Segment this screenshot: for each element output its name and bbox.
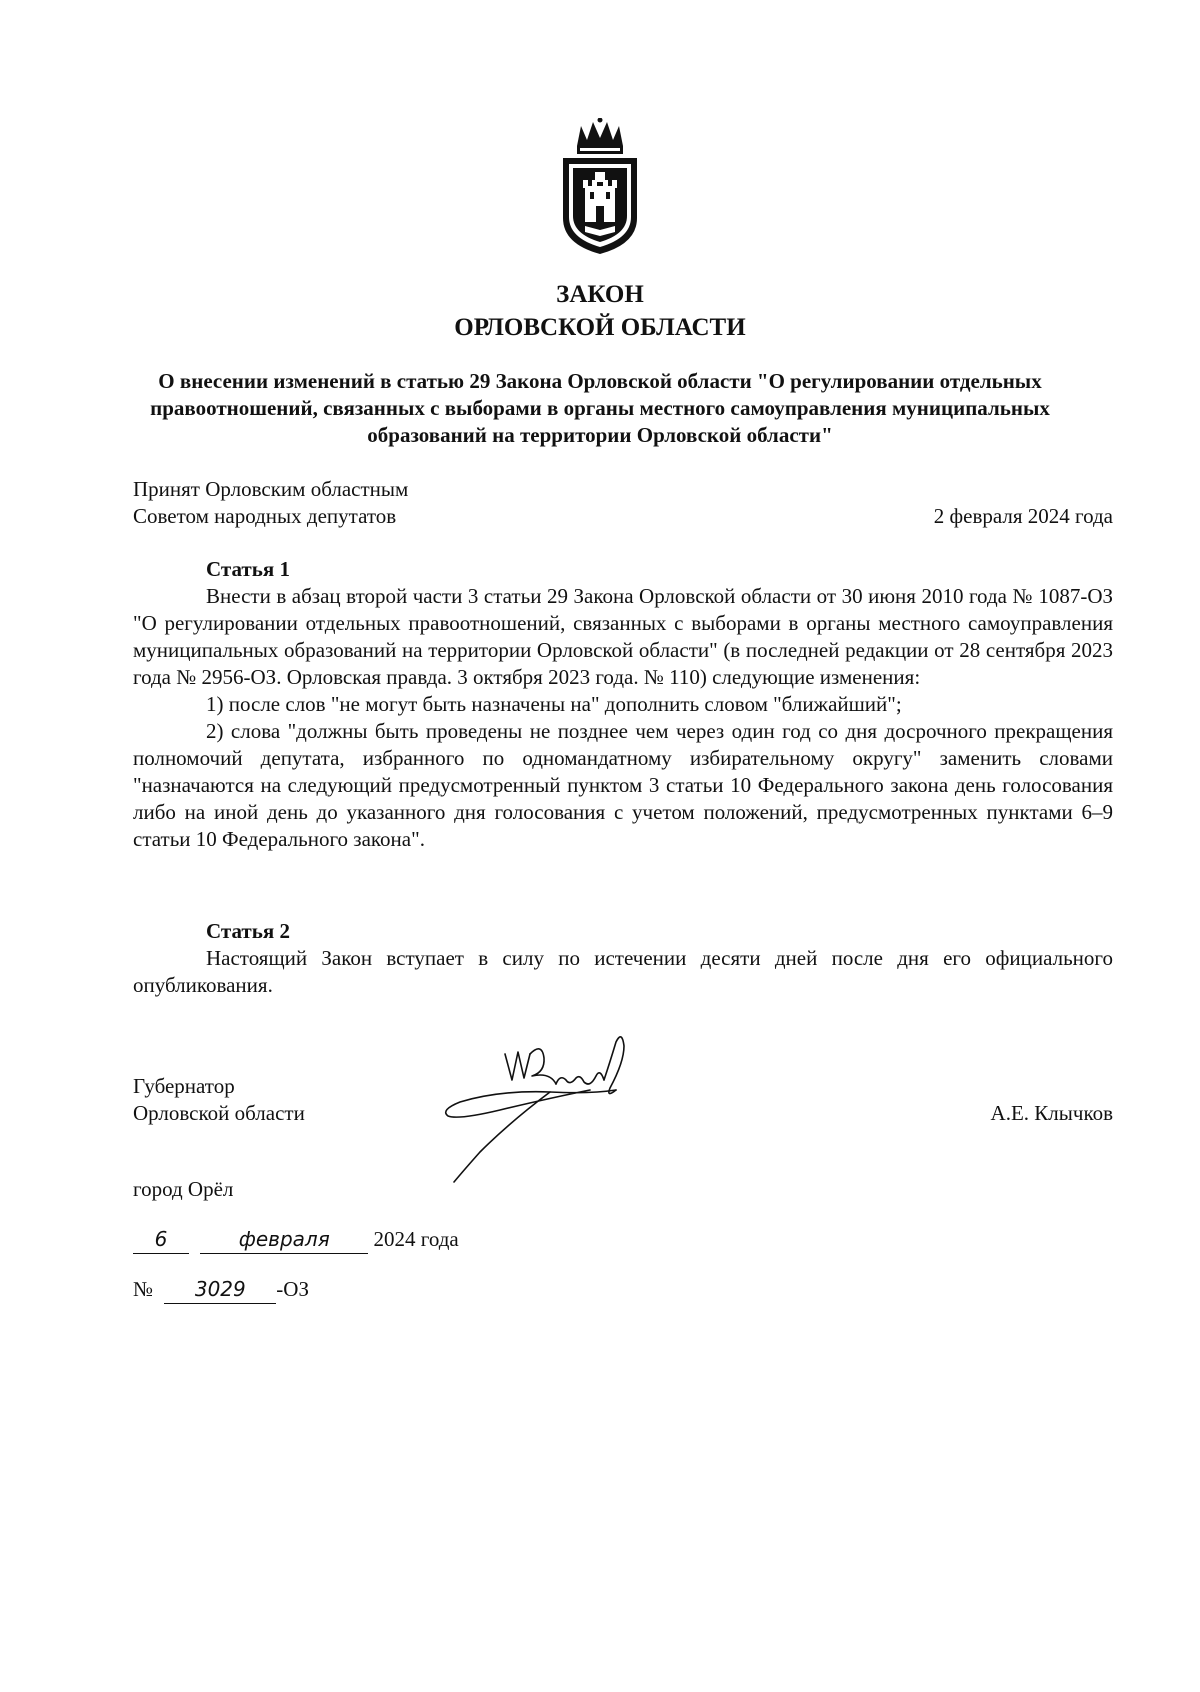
signing-date (133, 1226, 459, 1254)
article-1-item-1: 1) после слов "не могут быть назначены на" дополнить словом "ближайший"; (206, 692, 902, 716)
signatory-name: А.Е. Клычков (990, 1101, 1113, 1125)
title-line-region: ОРЛОВСКОЙ ОБЛАСТИ (454, 314, 746, 341)
signing-month: февраля (200, 1226, 368, 1254)
position-line-1: Губернатор (133, 1074, 235, 1098)
article-1-intro: Внести в абзац второй части 3 статьи 29 Закона Орловской области от 30 июня 2010 года № 1087-ОЗ "О регулировании отдельных правоотношений, связанных с выборами в органы местного самоуправления муниципальных образований на территории Орловской области" (в последней редакции от 28 сентября 2023 года № 2956-ОЗ. Орловская правда. 3 октября 2023 года. № 110) следующие изменения: (133, 584, 1113, 689)
article-1-heading: Статья 1 (206, 557, 290, 581)
coat-of-arms-emblem (555, 118, 645, 258)
adoption-line-2: Советом народных депутатов (133, 504, 397, 528)
article-2-heading: Статья 2 (206, 919, 290, 943)
position-line-2: Орловской области (133, 1101, 305, 1125)
law-subject: О внесении изменений в статью 29 Закона Орловской области "О регулировании отдельных правоотношений, связанных с выборами в органы местного самоуправления муниципальных образований на территории Орловской области" (150, 369, 1050, 447)
signing-year: 2024 года (373, 1227, 459, 1251)
number-sign: № (133, 1277, 154, 1301)
adoption-line-1: Принят Орловским областным (133, 477, 409, 501)
adoption-body (133, 476, 553, 530)
city-line: город Орёл (133, 1177, 234, 1201)
signatory-position (133, 1073, 305, 1127)
title-line-law: ЗАКОН (556, 281, 644, 308)
law-number-line (133, 1276, 309, 1304)
article-1 (133, 556, 1113, 853)
adoption-date: 2 февраля 2024 года (933, 504, 1113, 528)
signing-day: 6 (133, 1226, 189, 1254)
document-title (0, 278, 1200, 344)
law-number-suffix: -ОЗ (276, 1277, 309, 1301)
law-number: 3029 (164, 1276, 276, 1304)
handwritten-signature (440, 1032, 680, 1202)
article-2-text: Настоящий Закон вступает в силу по истечении десяти дней после дня его официального опубликования. (133, 946, 1113, 997)
article-1-item-2: 2) слова "должны быть проведены не позднее чем через один год со дня досрочного прекращения полномочий депутата, избранного по одномандатному избирательному округу" заменить словами "назначаются на следующий предусмотренный пунктом 3 статьи 10 Федерального закона день голосования либо на иной день до указанного дня голосования с учетом положений, предусмотренных пунктами 6–9 статьи 10 Федерального закона". (133, 719, 1113, 851)
article-2 (133, 918, 1113, 999)
